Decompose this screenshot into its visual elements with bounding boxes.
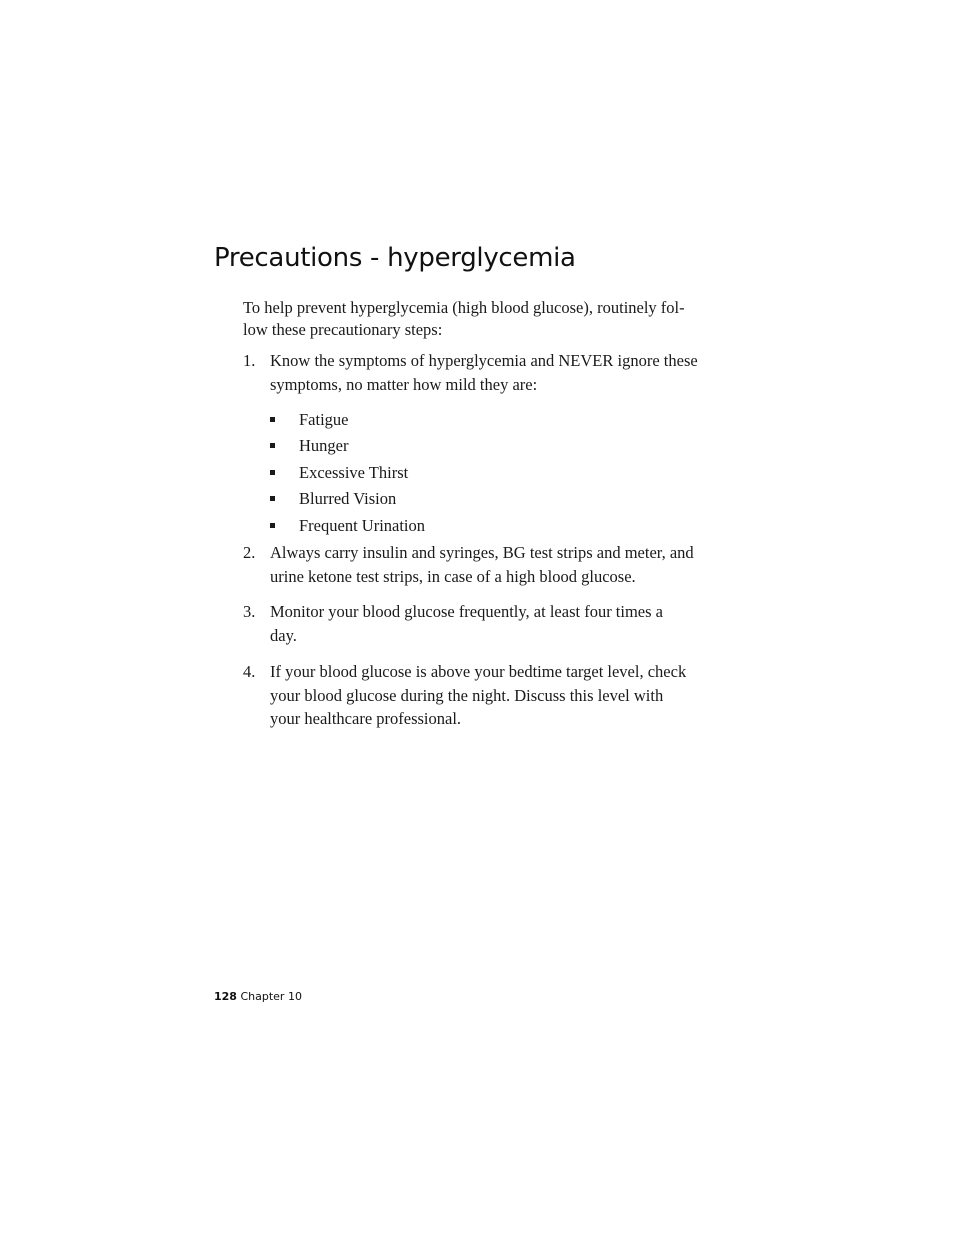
step-line: day. bbox=[270, 625, 297, 645]
symptom-label: Frequent Urination bbox=[299, 516, 426, 535]
step-line: your blood glucose during the night. Discuss this level with bbox=[270, 685, 664, 705]
symptom-label: Blurred Vision bbox=[299, 489, 397, 508]
step-line: your healthcare professional. bbox=[270, 709, 462, 728]
step-line: If your blood glucose is above your bedtime target level, check bbox=[270, 662, 687, 681]
symptom-label: Fatigue bbox=[299, 410, 349, 429]
step-line: Know the symptoms of hyperglycemia and NEVER ignore these bbox=[270, 351, 698, 370]
bullet-square-icon bbox=[270, 417, 275, 422]
step-line: Always carry insulin and syringes, BG test strips and meter, and bbox=[270, 543, 694, 562]
chapter-label: Chapter 10 bbox=[240, 990, 302, 1003]
intro-line: low these precautionary steps: bbox=[243, 319, 443, 339]
step-line: symptoms, no matter how mild they are: bbox=[270, 374, 538, 394]
step-number: 4. bbox=[243, 662, 256, 681]
step-number: 3. bbox=[243, 602, 256, 621]
bullet-square-icon bbox=[270, 496, 275, 501]
intro-line: To help prevent hyperglycemia (high blood glucose), routinely fol- bbox=[243, 298, 685, 317]
step-number: 2. bbox=[243, 543, 256, 562]
bullet-square-icon bbox=[270, 470, 275, 475]
page-number: 128 bbox=[214, 990, 237, 1003]
step-line: urine ketone test strips, in case of a high blood glucose. bbox=[270, 566, 636, 586]
bullet-square-icon bbox=[270, 443, 275, 448]
bullet-square-icon bbox=[270, 523, 275, 528]
intro-paragraph bbox=[243, 297, 723, 340]
symptom-label: Excessive Thirst bbox=[299, 463, 409, 482]
page-footer bbox=[214, 990, 302, 1003]
page-title: Precautions - hyperglycemia bbox=[214, 243, 576, 273]
step-line: Monitor your blood glucose frequently, at least four times a bbox=[270, 602, 664, 621]
symptom-label: Hunger bbox=[299, 436, 349, 455]
step-number: 1. bbox=[243, 351, 256, 370]
